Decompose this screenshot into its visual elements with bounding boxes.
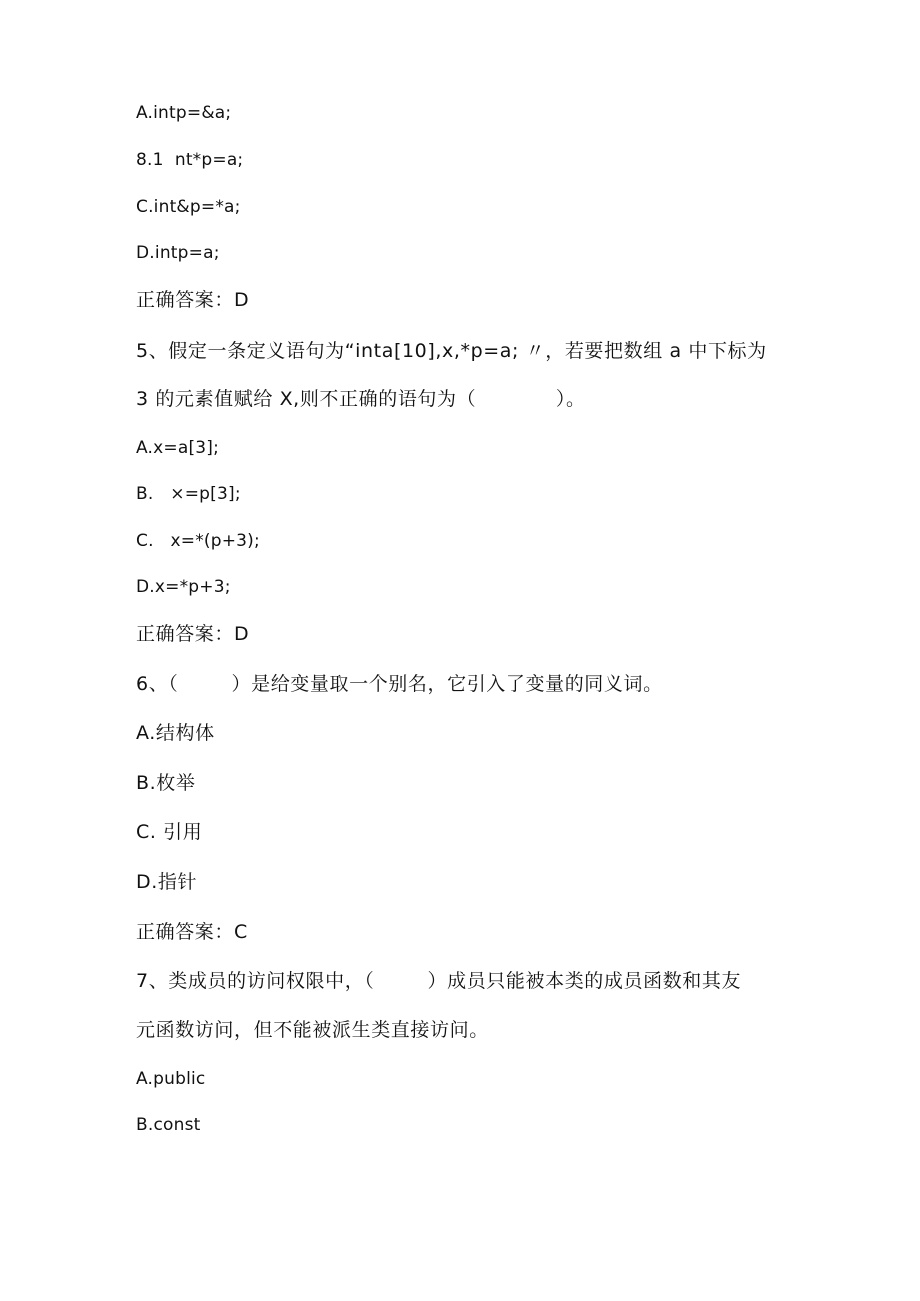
question-6: 6、（ ）是给变量取一个别名，它引入了变量的同义词。: [136, 673, 663, 695]
option-a-q4: A.intp=&a;: [136, 103, 232, 123]
option-d-q4: D.intp=a;: [136, 243, 220, 263]
question-7-line-1: 7、类成员的访问权限中，（ ）成员只能被本类的成员函数和其友: [136, 970, 742, 992]
answer-q5: 正确答案：D: [136, 623, 250, 645]
option-b-q7: B.const: [136, 1115, 201, 1135]
option-d-q5: D.x=*p+3;: [136, 577, 231, 597]
question-7-line-2: 元函数访问，但不能被派生类直接访问。: [136, 1019, 489, 1041]
option-b-q4: 8.1 nt*p=a;: [136, 150, 244, 170]
option-a-q7: A.public: [136, 1069, 206, 1089]
option-d-q6: D.指针: [136, 871, 198, 893]
answer-q6: 正确答案：C: [136, 921, 248, 943]
option-c-q4: C.int&p=*a;: [136, 197, 241, 217]
question-5-line-2: 3 的元素值赋给 X,则不正确的语句为（ ）。: [136, 388, 586, 410]
option-c-q6: C. 引用: [136, 821, 203, 843]
option-b-q6: B.枚举: [136, 772, 196, 794]
question-5-line-1: 5、假定一条定义语句为“inta[10],x,*p=a; 〃，若要把数组 a 中下标为: [136, 340, 767, 362]
option-a-q6: A.结构体: [136, 722, 215, 744]
option-c-q5: C. x=*(p+3);: [136, 531, 260, 551]
option-a-q5: A.x=a[3];: [136, 438, 220, 458]
answer-q4: 正确答案：D: [136, 289, 250, 311]
option-b-q5: B. ×=p[3];: [136, 484, 241, 504]
